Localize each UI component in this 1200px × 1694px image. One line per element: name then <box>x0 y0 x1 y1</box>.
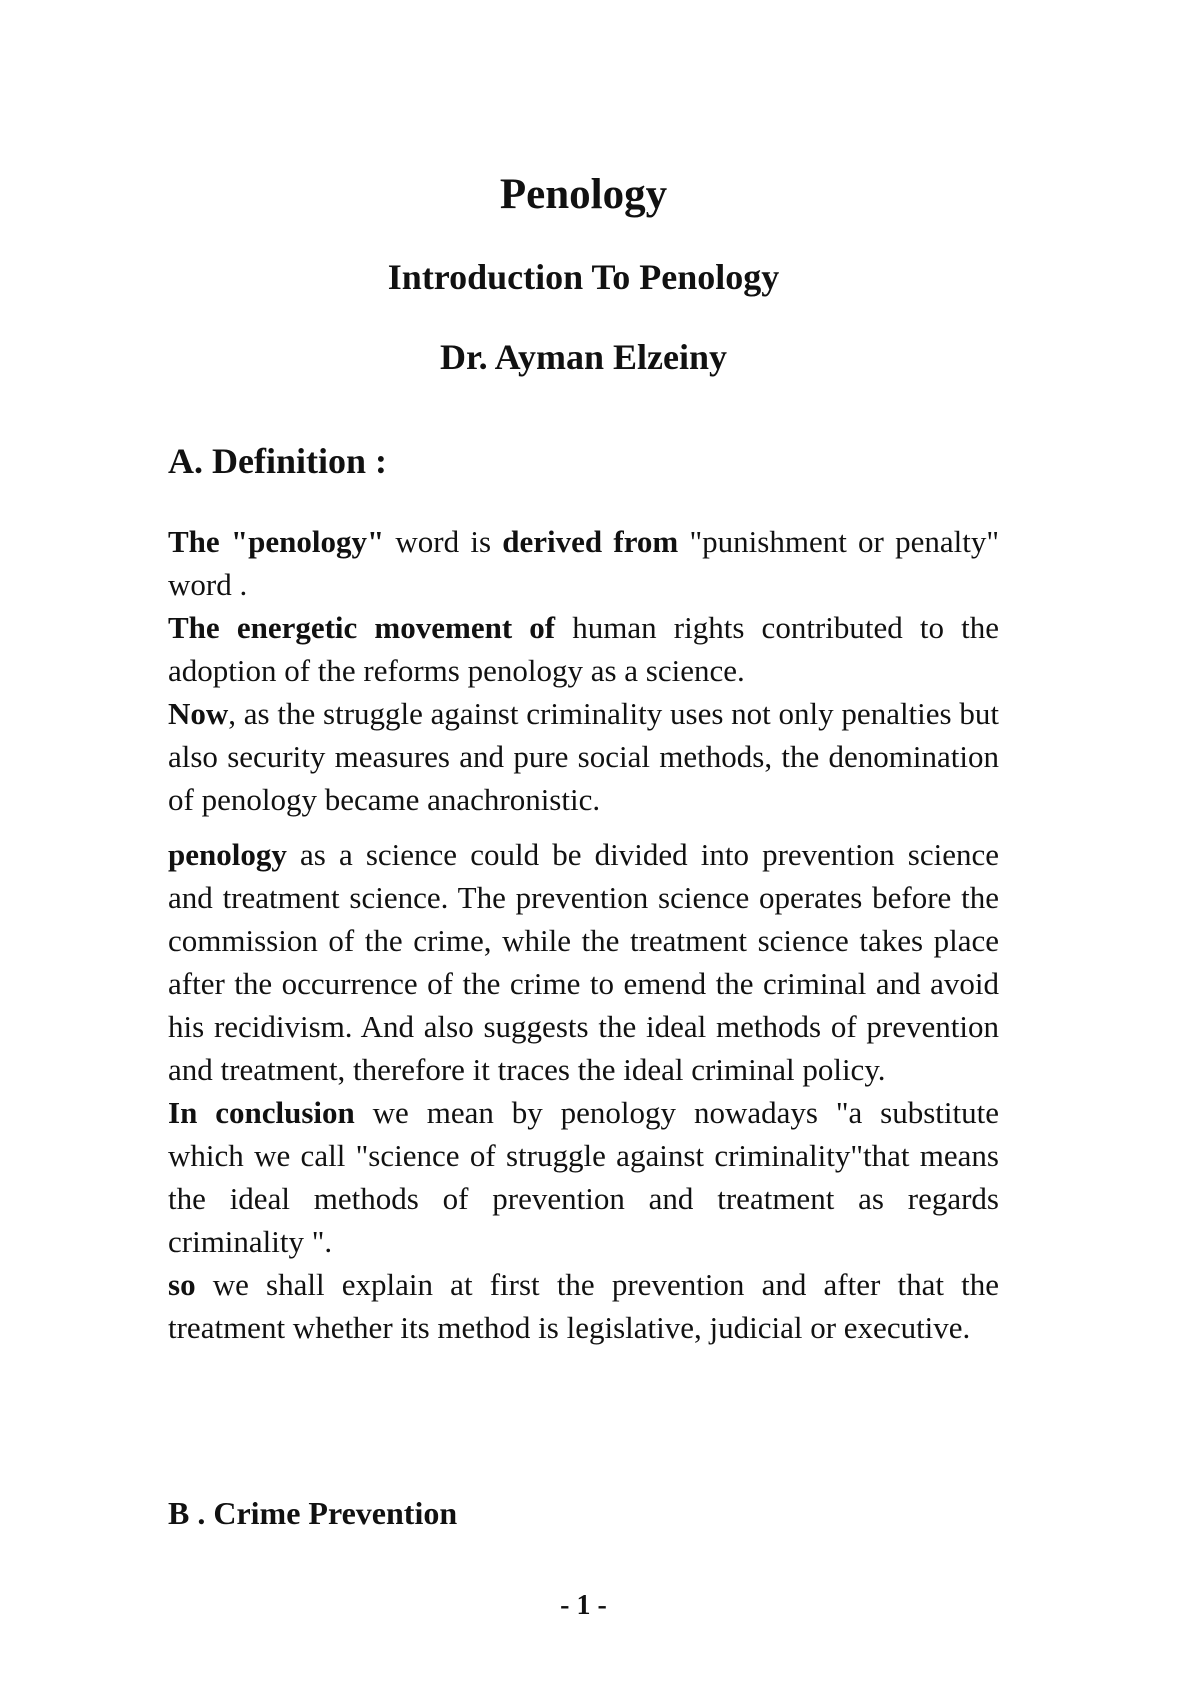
paragraph-4 <box>168 833 999 1091</box>
bold-text: so <box>168 1267 196 1302</box>
paragraph-3 <box>168 692 999 821</box>
text: we mean by penology nowadays "a substitute which we call "science of struggle against criminality"that means the ideal methods of prevention and treatment as regards criminality ". <box>168 1095 999 1259</box>
bold-text: penology <box>168 837 287 872</box>
document-subtitle: Introduction To Penology <box>387 257 780 297</box>
text: word is <box>384 524 503 559</box>
bold-text: The "penology" <box>168 524 385 559</box>
bold-text: In conclusion <box>168 1095 355 1130</box>
document-title: Penology <box>499 171 668 218</box>
bold-text: derived from <box>502 524 679 559</box>
text: "punishment or penalty" word . <box>168 524 1000 602</box>
paragraph-2 <box>168 606 999 692</box>
bold-text: The energetic movement of <box>168 610 556 645</box>
text: as a science could be divided into prevention science and treatment science. The prevention science operates before the commission of the crime, while the treatment science takes place after the occurrence of the crime to emend the criminal and avoid his recidivism. And also suggests the ideal methods of prevention and treatment, therefore it traces the ideal criminal policy. <box>168 837 999 1087</box>
paragraph-5 <box>168 1091 999 1263</box>
text: , as the struggle against criminality uses not only penalties but also security measures and pure social methods, the denomination of penology became anachronistic. <box>168 696 999 817</box>
section-a-heading: A. Definition : <box>168 441 387 481</box>
paragraph-6 <box>168 1263 999 1349</box>
document-author: Dr. Ayman Elzeiny <box>439 337 727 377</box>
section-b-heading: B . Crime Prevention <box>168 1495 458 1531</box>
text: we shall explain at first the prevention and after that the treatment whether its method is legislative, judicial or executive. <box>168 1267 999 1345</box>
text: human rights contributed to the adoption of the reforms penology as a science. <box>168 610 1000 688</box>
section-a-body <box>168 520 999 1349</box>
page-number: - 1 - <box>560 1590 607 1621</box>
paragraph-1 <box>168 520 999 606</box>
bold-text: Now <box>168 696 229 731</box>
